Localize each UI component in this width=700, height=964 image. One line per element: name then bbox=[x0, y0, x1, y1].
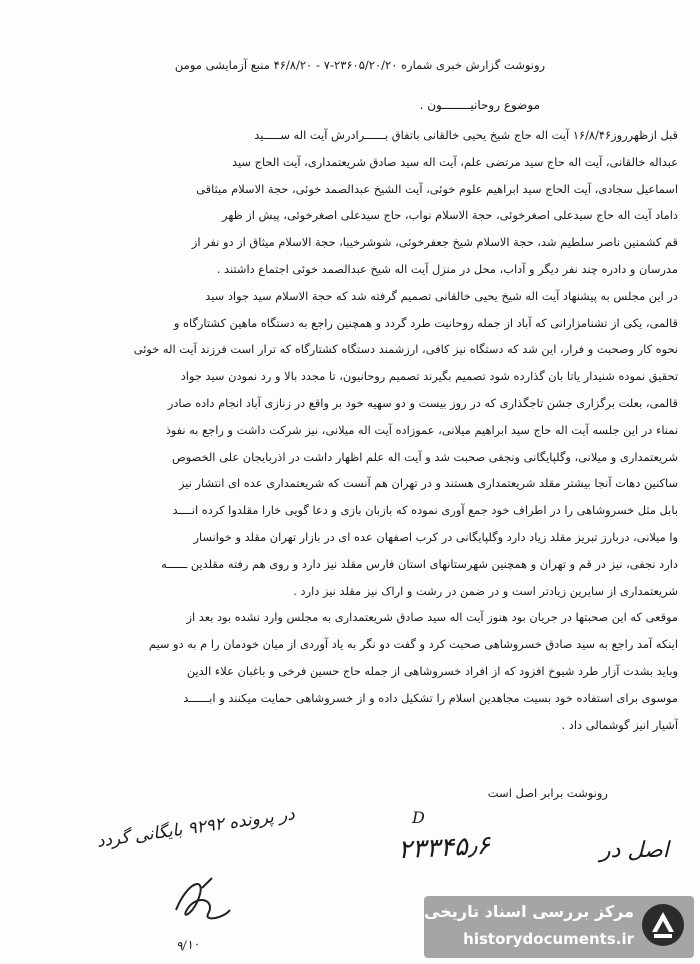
handwritten-signature bbox=[168, 870, 238, 930]
body-line: آشیار انیز گوشمالی داد . bbox=[561, 717, 678, 732]
handwritten-filing-note: در پرونده ۹۲۹۲ بایگانی گردد bbox=[95, 804, 296, 852]
body-line: نحوه کار وصحبت و فرار، این شد که دستگاه نیز کافی، ارزشمند دستگاه کشتارگاه که ترار است فرزند آیت اله خوئی bbox=[133, 342, 678, 357]
watermark-badge bbox=[424, 896, 694, 958]
body-line: قالمی، بعلت برگزاری جشن تاجگذاری که در روز بیست و دو سهیه خود بر واقع در زنازی آباد انجام داده صادر bbox=[167, 395, 678, 410]
body-line: قالمی، یکی از تشنامزارانی که آباد از جمله روحانیت طرد گردد و همچنین راجع به دستگاه ماهین کشتارگاه و bbox=[173, 315, 678, 330]
body-line: قم کشمنین ناصر سلطیم شد، حجة الاسلام شیخ جعفرخوئی، شوشرخیبا، حجة الاسلام میثاق از دو نفر از bbox=[191, 235, 678, 250]
body-line: موسوی برای استفاده خود بسیت مجاهدین اسلام را تشکیل داده و از خسروشاهی حمایت میکنند و ابــــــد bbox=[183, 690, 678, 705]
document-subject: موضوع روحانیــــــــون . bbox=[419, 98, 540, 112]
handwritten-number: ۲۳۳۴۵٫۶ bbox=[397, 830, 491, 866]
watermark-title: مرکز بررسی اسناد تاریخی bbox=[424, 902, 634, 921]
handwritten-letter-mark: D bbox=[412, 808, 425, 827]
body-line: شریعتمداری و میلانی، وگلپایگانی ونجفی صحبت شد و آیت اله علم اظهار داشت در اذربایجان علی الخصوص bbox=[171, 449, 678, 464]
body-line: قبل ازظهرروز۱۶/۸/۴۶ آیت اله حاج شیخ یحیی خالقانی باتفاق بــــــرادرش آیت اله ســـــید bbox=[254, 128, 678, 142]
body-line: بابل مثل خسروشاهی را در اطراف خود جمع آوری نموده که بازبان بازی و دعا گویی خارا مقلدوا کرده انــــد bbox=[172, 503, 678, 518]
body-line: دارد نجفی، نیز در قم و تهران و همچنین شهرستانهای استان فارس مقلد نیز دارد و روی هم رفته مقلدین ــــــه bbox=[161, 556, 678, 571]
body-line: مدرسان و دادره چند نفر دیگر و آداب، محل در منزل آیت اله شیخ عبدالصمد خوئی اجتماع داشتند . bbox=[216, 261, 678, 276]
body-line: عبداله خالقانی، آیت اله حاج سید مرتضی علم، آیت اله سید صادق شریعتمداری، آیت الحاج سید bbox=[232, 154, 678, 169]
body-line: شریعتمداری از سایرین زیادتر است و در ضمن در رشت و اراک نیز مقلد نیز دارد . bbox=[293, 583, 678, 598]
signature-date: ۹/۱۰ bbox=[175, 936, 201, 954]
body-line: نمناء در این جلسه آیت اله حاج سید ابراهیم میلانی، عموزاده آیت اله میلانی، نیز شرکت داشت و راجع به نفوذ bbox=[165, 422, 678, 437]
document-header: رونوشت گزارش خبری شماره ۲۳۶۰۵/۲۰/۲۰-۷ - ۴۶/۸/۲۰ منبع آزمایشی مومن bbox=[174, 58, 546, 72]
document-body bbox=[28, 122, 678, 738]
body-line: داماد آیت اله حاج سیدعلی اصغرخوئی، حجة الاسلام نواب، حاج سیدعلی اصغرخوئی، پیش از ظهر bbox=[222, 208, 678, 223]
body-line: در این مجلس به پیشنهاد آیت اله شیخ یحیی خالقانی تصمیم گرفته شد که حجة الاسلام سید جواد سید bbox=[205, 288, 678, 303]
body-line: وباید بشدت آزار طرد شیوخ افزود که از افراد خسروشاهی از جمله حاج حسین فرخی و باغبان علاء الدین bbox=[186, 663, 678, 678]
body-line: وا میلانی، دربارز تبریز مقلد زیاد دارد وگلپایگانی در کرب اصفهان عده ای در بازار تهران مقلد و خوانسار bbox=[193, 529, 678, 544]
body-line: موقعی که این صحبتها در جریان بود هنوز آیت اله سید صادق شریعتمداری به مجلس وارد نشده بود بعد از bbox=[186, 610, 678, 625]
handwritten-asl-label: اصل در bbox=[600, 838, 669, 863]
body-line: ساکنین دهات آنجا بیشتر مقلد شریعتمداری هستند و در تهران هم آنست که شریعتمداری عده ای انتشار نیز bbox=[179, 476, 678, 491]
archive-logo-icon bbox=[640, 902, 686, 948]
body-line: اینکه آمد راجع به سید صادق خسروشاهی صحبت کرد و گفت دو نگر به یاد آوردی از میان خودمان را م به دو سیم bbox=[148, 637, 678, 652]
body-line: اسماعیل سجادی، آیت الحاج سید ابراهیم علوم خوئی، آیت الشیخ عبدالصمد خوئی، حجة الاسلام میثاقی bbox=[196, 181, 678, 196]
body-line: تحقیق نموده شنیدار یاتا بان گذارده شود تصمیم بگیرند تصمیم روحانیون، تا مجدد بالا و رد نمودن سید جواد bbox=[180, 369, 678, 384]
closing-certification: رونوشت برابر اصل است bbox=[487, 786, 608, 800]
watermark-url: historydocuments.ir bbox=[463, 930, 634, 948]
